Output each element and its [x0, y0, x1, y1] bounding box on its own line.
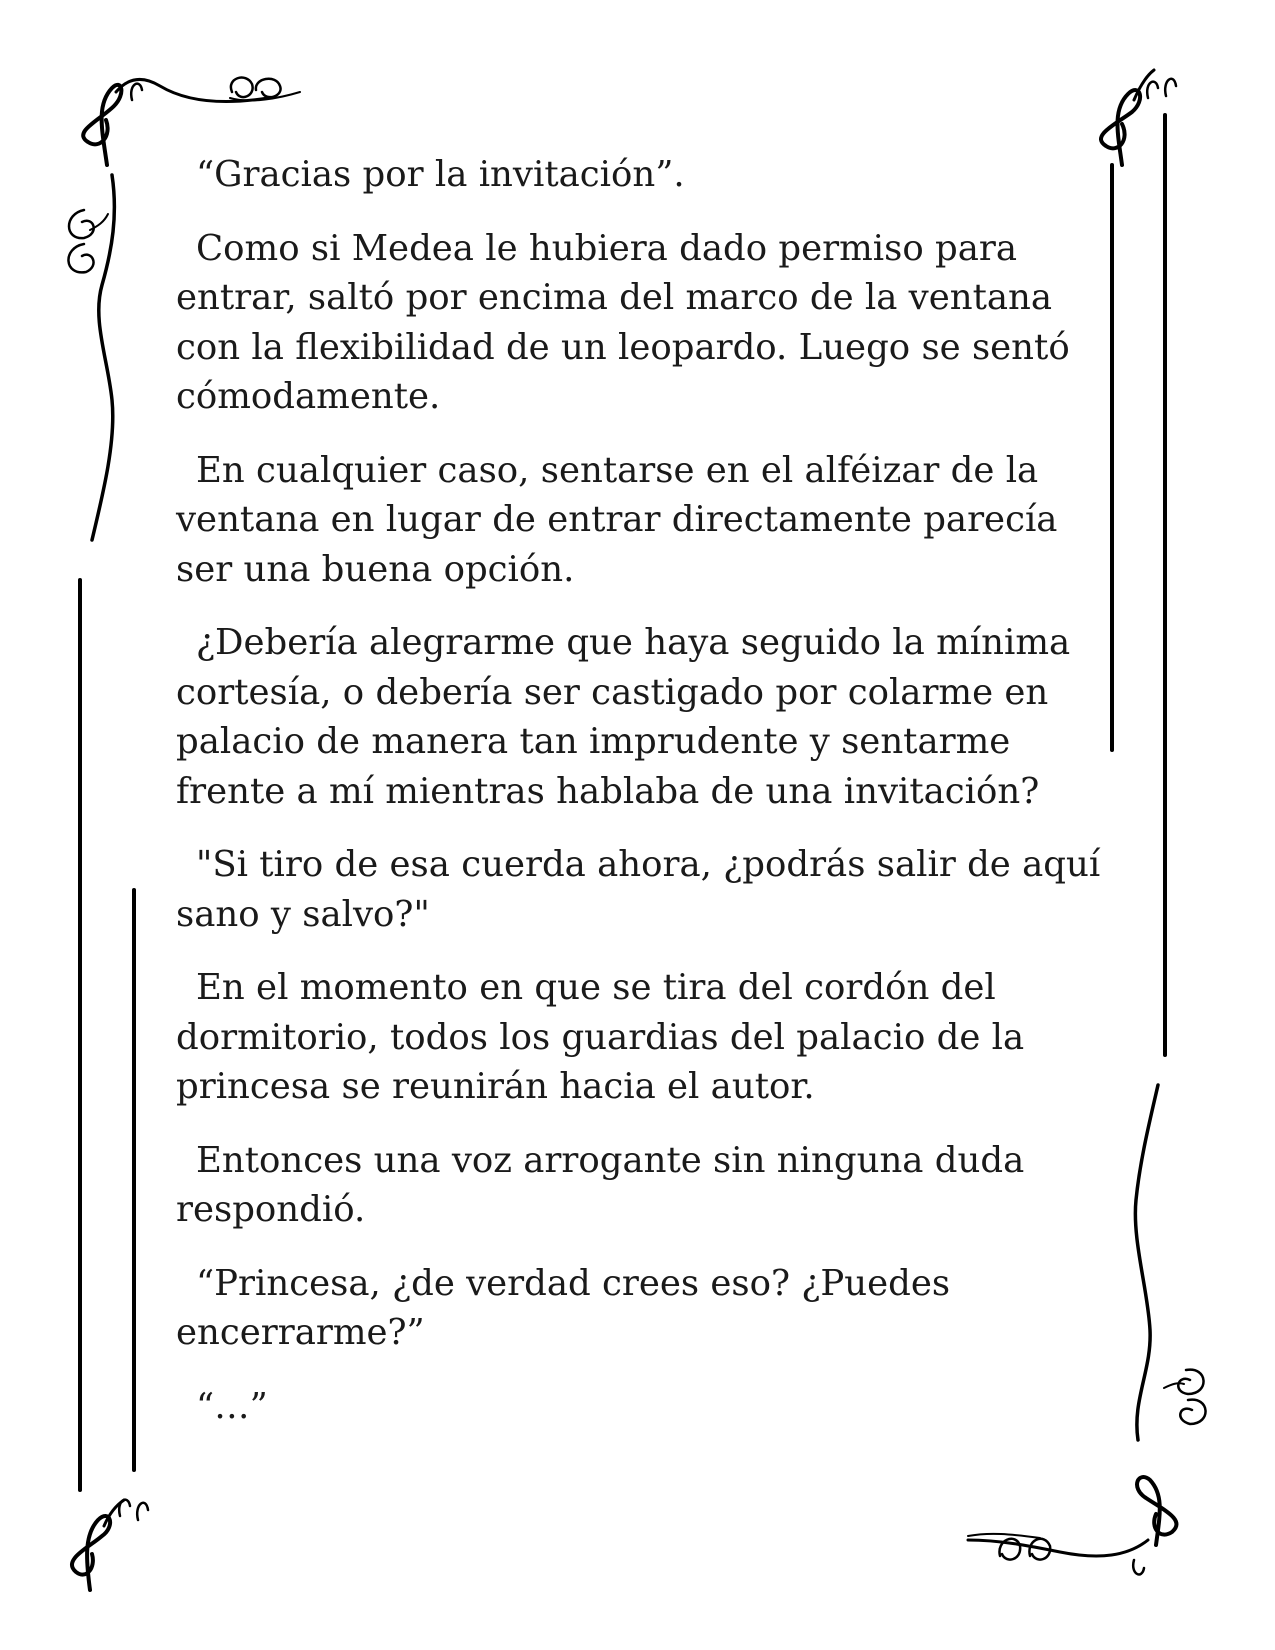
- paragraph-alfeizar: En cualquier caso, sentarse en el alféizar de la ventana en lugar de entrar directamente parecía ser una buena opción.: [176, 449, 1058, 590]
- paragraph-medea-salto: Como si Medea le hubiera dado permiso para entrar, saltó por encima del marco de la ventana con la flexibilidad de un leopardo. Luego se sentó cómodamente.: [176, 227, 1070, 417]
- bottom-left-flourish-icon: [72, 1500, 148, 1590]
- paragraph-princesa: “Princesa, ¿de verdad crees eso? ¿Puedes encerrarme?”: [176, 1262, 951, 1353]
- paragraph-voz-arrogante: Entonces una voz arrogante sin ninguna duda respondió.: [176, 1139, 1025, 1230]
- paragraph-gracias: “Gracias por la invitación”.: [196, 154, 685, 195]
- top-right-flourish-icon: [1101, 70, 1176, 165]
- paragraph-cortesia: ¿Debería alegrarme que haya seguido la mínima cortesía, o debería ser castigado por colarme en palacio de manera tan imprudente y sentarme frente a mí mientras hablaba de una invitación?: [176, 622, 1071, 812]
- paragraph-cuerda: "Si tiro de esa cuerda ahora, ¿podrás salir de aquí sano y salvo?": [176, 844, 1101, 935]
- paragraph-ellipsis: “…”: [196, 1385, 268, 1427]
- story-text: [176, 150, 1111, 1455]
- paragraph-cordon: En el momento en que se tira del cordón del dormitorio, todos los guardias del palacio de la princesa se reunirán hacia el autor.: [176, 967, 1025, 1107]
